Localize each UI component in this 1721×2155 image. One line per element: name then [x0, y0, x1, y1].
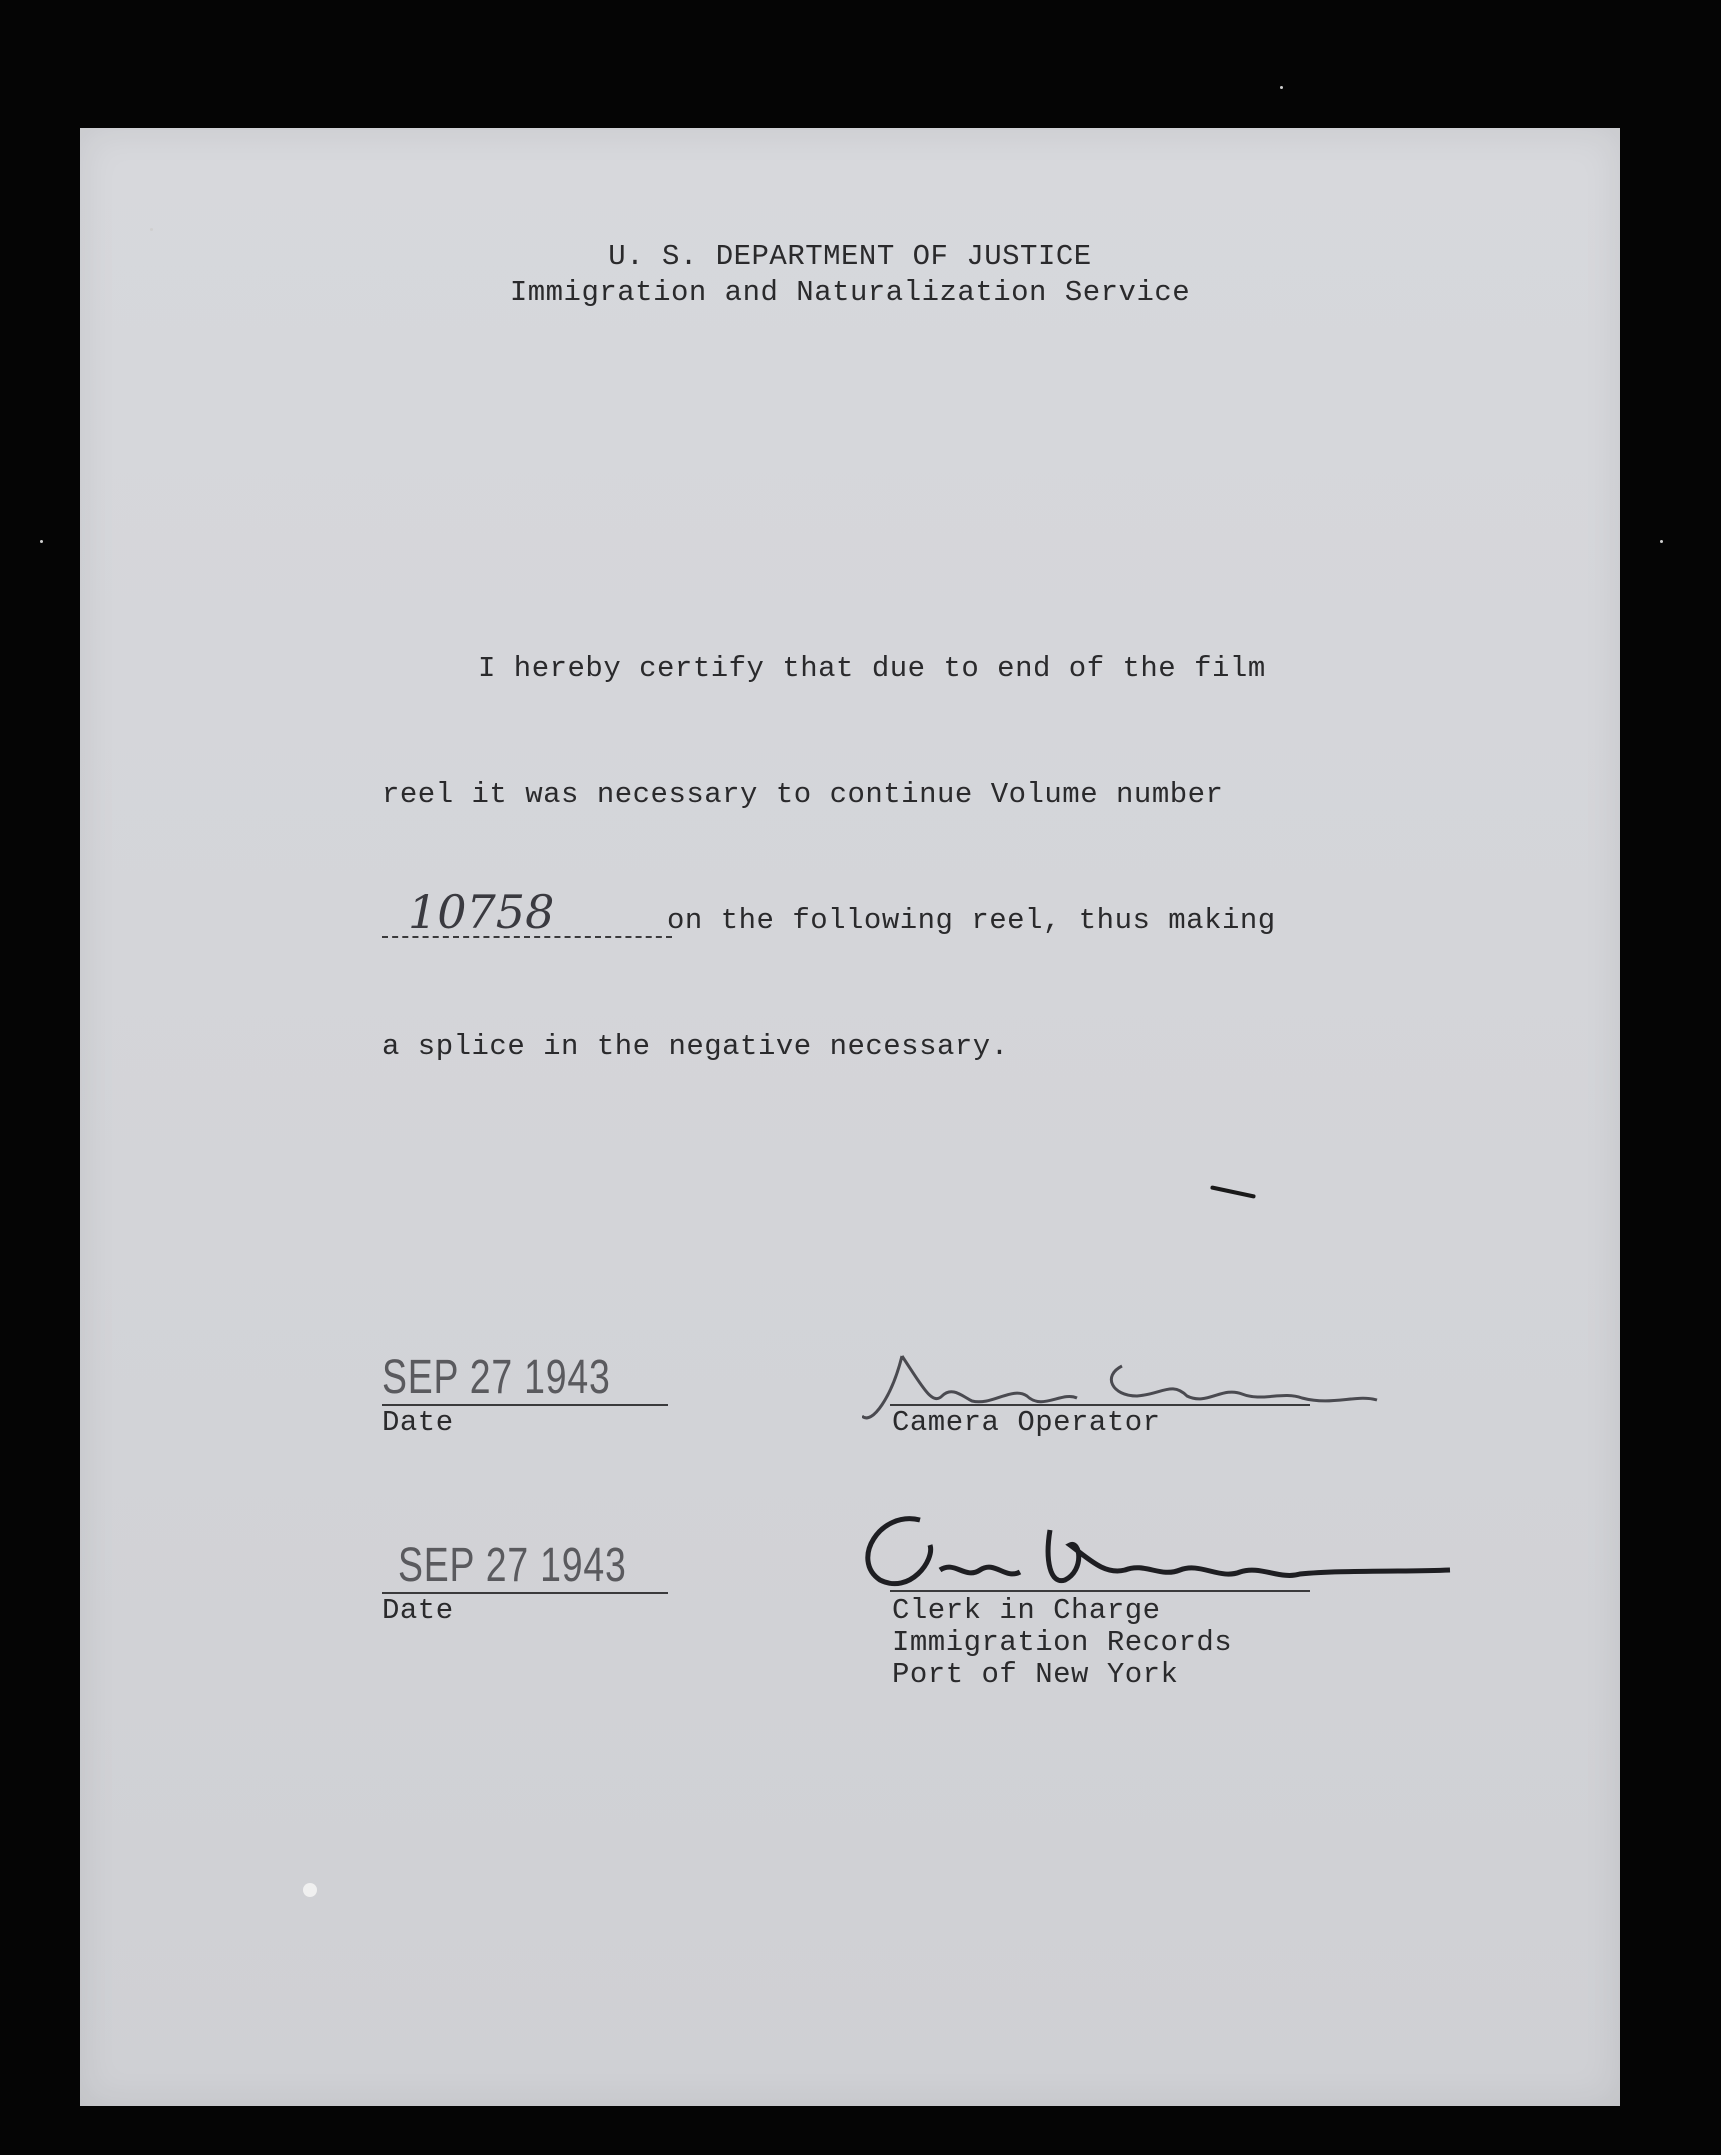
service-heading: Immigration and Naturalization Service	[509, 276, 1191, 309]
document-page	[80, 128, 1620, 2106]
film-speck	[1280, 86, 1283, 89]
date-label-1: Date	[382, 1406, 454, 1439]
clerk-title-1: Clerk in Charge	[892, 1594, 1161, 1627]
clerk-title-3: Port of New York	[892, 1658, 1179, 1691]
agency-heading: U. S. DEPARTMENT OF JUSTICE	[608, 240, 1092, 273]
film-scratch	[1210, 1185, 1256, 1198]
film-speck	[40, 540, 43, 543]
certificate-line-2: reel it was necessary to continue Volume number	[382, 778, 1224, 811]
certificate-line-4: a splice in the negative necessary.	[382, 1030, 1009, 1063]
volume-number-handwritten: 10758	[408, 885, 555, 939]
film-speck	[1660, 540, 1663, 543]
volume-number-underline	[382, 936, 672, 938]
clerk-line	[890, 1590, 1310, 1592]
date-label-2: Date	[382, 1594, 454, 1627]
certificate-line-1: I hereby certify that due to end of the film	[478, 652, 1266, 685]
date-stamp-1: SEP 27 1943	[382, 1351, 611, 1404]
clerk-title-2: Immigration Records	[892, 1626, 1233, 1659]
camera-operator-title: Camera Operator	[892, 1406, 1161, 1439]
certificate-line-3: on the following reel, thus making	[667, 904, 1276, 937]
date-stamp-2: SEP 27 1943	[398, 1539, 627, 1592]
film-speck	[303, 1883, 317, 1897]
film-speck	[150, 228, 153, 231]
